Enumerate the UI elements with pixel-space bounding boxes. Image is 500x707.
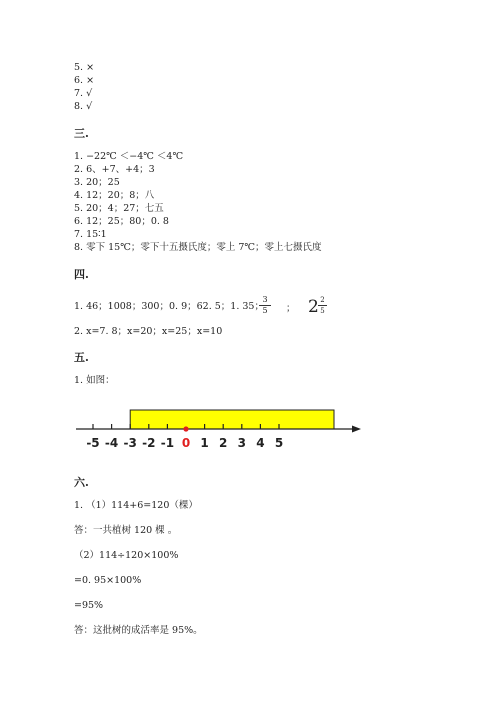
section-heading: 三. (74, 127, 89, 140)
answer-line: 8. 零下 15℃；零下十五摄氏度；零上 7℃；零上七摄氏度 (74, 242, 322, 253)
highlight-bar (130, 410, 334, 429)
answer-line: 4. 12；20；8；八 (74, 190, 155, 201)
fraction-numerator: 2 (318, 295, 327, 306)
answer-line: 5. 20；4；27；七五 (74, 203, 164, 214)
tick-label: 5 (274, 436, 284, 450)
answer-line: 1. −22℃ ＜−4℃ ＜4℃ (74, 151, 184, 162)
section-heading: 五. (74, 351, 89, 364)
fraction-numerator: 3 (259, 295, 271, 306)
fraction (259, 295, 271, 316)
tick-label: 2 (219, 436, 228, 450)
mixed-whole: 2 (308, 297, 319, 317)
answer-line: 1. 46；1008；300；0. 9；62. 5；1. 35； (74, 301, 264, 312)
answer-line: 7. 15∶1 (74, 229, 107, 240)
answer-line: =95% (74, 600, 104, 611)
answer-line: 7. √ (74, 88, 93, 99)
answer-line: 8. √ (74, 101, 93, 112)
answer-line: 1. （1）114+6=120（棵） (74, 500, 198, 511)
mixed-fraction (318, 295, 327, 317)
answer-line: 6. 12；25；80；0. 8 (74, 216, 169, 227)
answer-line: （2）114÷120×100% (74, 550, 179, 561)
answer-line: 5. × (74, 62, 95, 73)
answer-line: 2. 6、+7、+4；3 (74, 164, 155, 175)
tick-label: -1 (160, 436, 175, 450)
tick-label: -2 (142, 436, 156, 450)
number-line-figure (74, 402, 374, 454)
tick-label: -5 (86, 436, 100, 450)
tick-label: -4 (104, 436, 119, 450)
tick-label: 1 (200, 436, 209, 450)
tick-label: 0 (181, 436, 191, 450)
answer-line: =0. 95×100% (74, 575, 142, 586)
answer-line: 6. × (74, 75, 95, 86)
section-heading: 四. (74, 268, 89, 281)
answer-line: 1. 如图： (74, 375, 115, 386)
separator: ； (286, 303, 296, 314)
answer-line: 3. 20；25 (74, 177, 120, 188)
section-heading: 六. (74, 476, 89, 489)
answer-line: 2. x=7. 8；x=20；x=25；x=10 (74, 326, 223, 337)
tick-label: 4 (256, 436, 265, 450)
answer-line: 答：这批树的成活率是 95%。 (74, 625, 203, 636)
tick-label: 3 (237, 436, 246, 450)
fraction-denominator: 5 (262, 306, 268, 315)
answer-line: 答：一共植树 120 棵 。 (74, 525, 178, 536)
zero-point-dot (183, 426, 188, 431)
axis-arrow-icon (352, 426, 361, 433)
fraction-denominator: 5 (320, 307, 325, 315)
tick-label: -3 (123, 436, 137, 450)
